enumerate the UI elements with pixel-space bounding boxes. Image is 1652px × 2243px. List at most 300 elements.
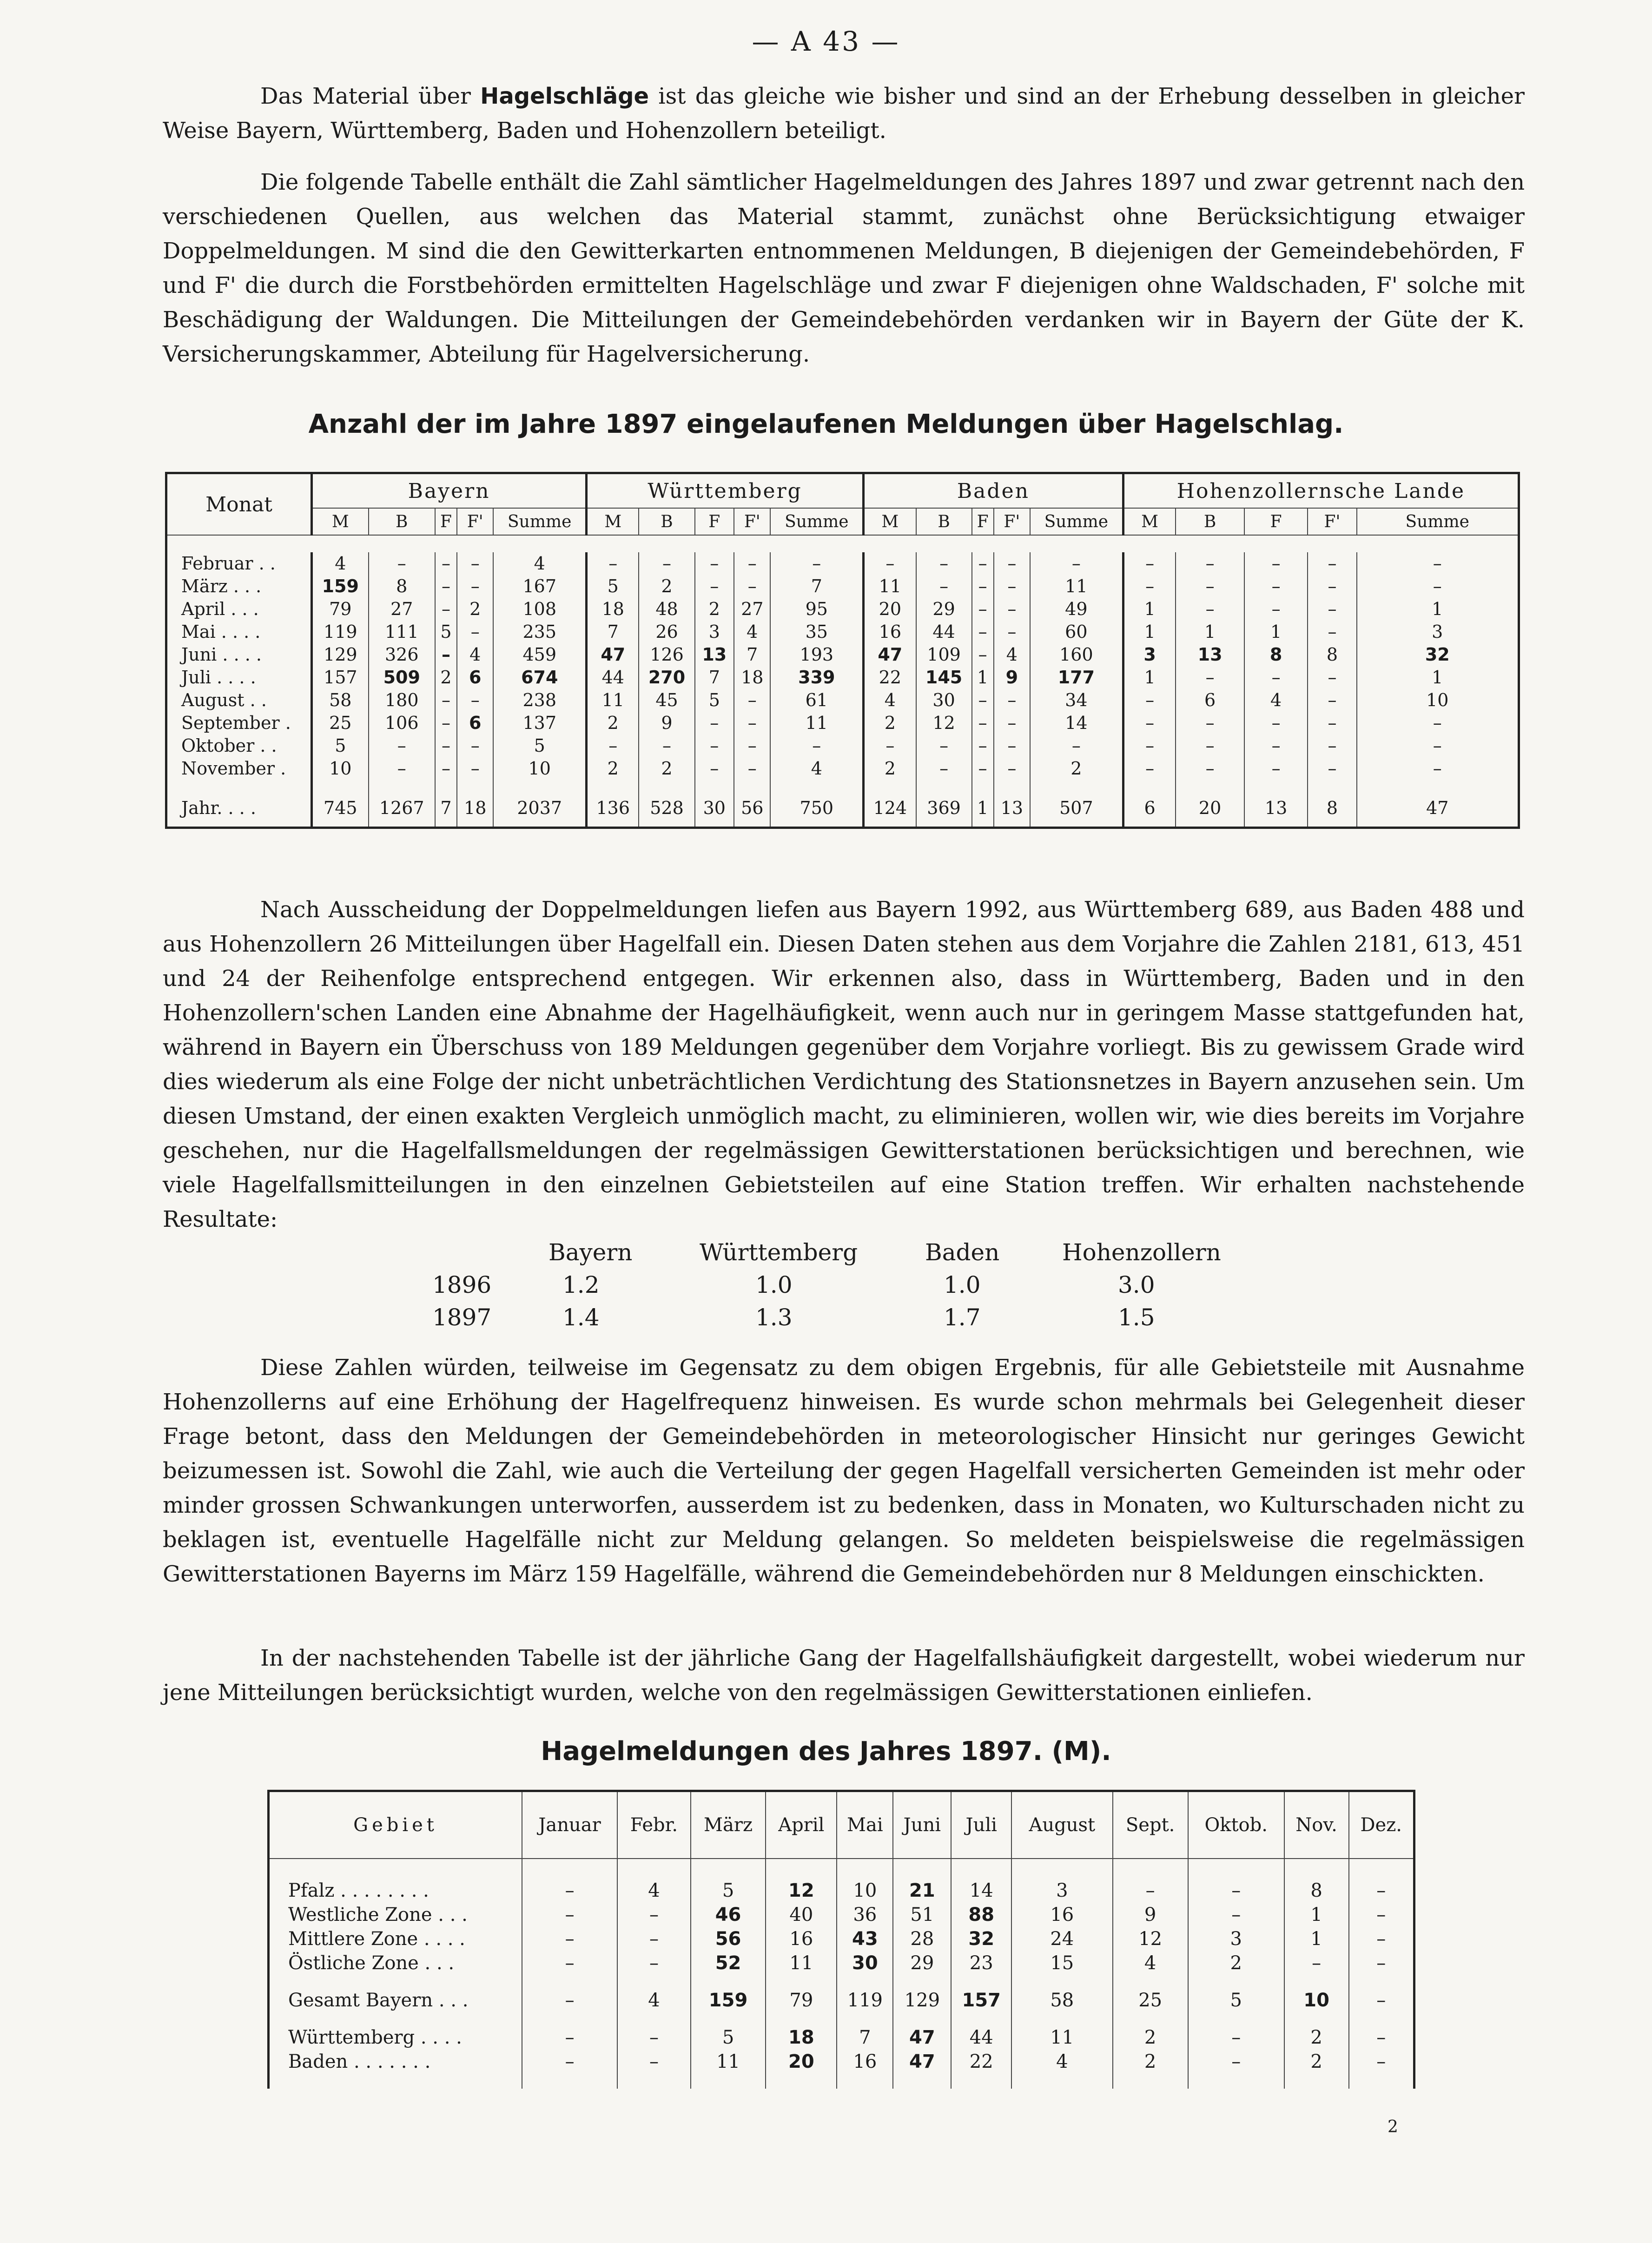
table-cell: 10 [837,1879,893,1903]
total-cell: 124 [864,780,916,828]
table-cell: – [1284,1951,1349,1975]
table-cell: – [457,575,493,598]
table-cell: 3 [1011,1879,1112,1903]
table-cell: 339 [770,666,863,689]
table-cell: 106 [369,712,435,734]
table-cell: – [994,757,1030,780]
paragraph-1-text-a: Das Material über [260,83,481,109]
spacer [269,1859,522,1879]
table-cell: – [1244,598,1308,621]
table-cell: 16 [864,621,916,643]
table-cell: 20 [766,2050,837,2074]
table-cell: 24 [1011,1927,1112,1951]
table-cell: 1 [1357,666,1519,689]
spacer [766,1975,837,1988]
spacer [1349,2074,1414,2089]
spacer [691,1859,766,1879]
spacer [1113,2074,1188,2089]
table-cell: 3 [695,621,734,643]
month-header: Januar [522,1791,617,1859]
table-cell: – [972,757,994,780]
table-cell: 5 [587,575,639,598]
month-label: April . . . [166,598,312,621]
table-cell: 32 [951,1927,1011,1951]
spacer [1349,1859,1414,1879]
table-cell: 5 [312,734,369,757]
table-cell: 109 [916,643,972,666]
table-cell: 180 [369,689,435,712]
table-cell: – [695,575,734,598]
table-cell: – [1308,575,1356,598]
table-cell: – [994,552,1030,575]
table-cell: – [1349,1951,1414,1975]
comparison-value: 1.5 [1118,1304,1155,1331]
table-cell: 25 [312,712,369,734]
table-cell: – [587,734,639,757]
paragraph-3: Nach Ausscheidung der Doppelmeldungen liefen aus Bayern 1992, aus Württemberg 689, aus Baden 488 und aus Hohenzollern 26 Mitteilungen über Hagelfall ein. Diesen Daten stehen aus dem Vorjahre die Zahlen 2181, 613, 451 und 24 der Reihenfolge entsprechend entgegen. Wir erkennen also, dass in Württemberg, Baden und in den Hohenzollern'schen Landen eine Abnahme der Hagelhäufigkeit, wenn auch nur in geringem Masse stattgefunden hat, während in Bayern ein Überschuss von 189 Meldungen gegenüber dem Vorjahre vorliegt. Bis zu gewissem Grade wird dies wiederum als eine Folge der nicht unbeträchtlichen Verdichtung des Stationsnetzes in Bayern anzusehen sein. Um diesen Umstand, der einen exakten Vergleich unmöglich macht, zu eliminieren, wollen wir, wie dies bereits im Vorjahre geschehen, nur die Hagelfallsmeldungen der regelmässigen Gewitterstationen berücksichtigen und berechnen, wie viele Hagelfallsmitteilungen in den einzelnen Gebietsteilen auf eine Station treffen. Wir erhalten nachstehende Resultate: [163,897,1525,1232]
total-cell: 20 [1176,780,1244,828]
table-cell: 22 [951,2050,1011,2074]
table-cell: 1 [1123,621,1176,643]
table-cell: 16 [1011,1903,1112,1927]
table-cell: – [1308,666,1356,689]
total-cell: 13 [994,780,1030,828]
spacer [1113,1975,1188,1988]
comparison-year: 1897 [432,1304,492,1331]
spacer [617,2074,691,2089]
page-header: — A 43 — [752,26,900,57]
table-cell: 7 [587,621,639,643]
table-cell: – [1188,2025,1284,2050]
table-cell: 27 [369,598,435,621]
table-cell: – [972,734,994,757]
table-cell: 674 [493,666,586,689]
table-cell: – [1188,1903,1284,1927]
table-cell: 2 [1030,757,1123,780]
spacer [951,1975,1011,1988]
total-cell: 2037 [493,780,586,828]
month-header: Juli [951,1791,1011,1859]
table-cell: – [522,1927,617,1951]
table-cell: 5 [695,689,734,712]
table-cell: 159 [312,575,369,598]
table-cell: 1 [1244,621,1308,643]
month-label: Juni . . . . [166,643,312,666]
table-cell: 15 [1011,1951,1112,1975]
table-cell: – [369,757,435,780]
table-cell: 137 [493,712,586,734]
comparison-region: Hohenzollern [1062,1239,1221,1266]
table-cell: 4 [770,757,863,780]
total-cell: 7 [435,780,457,828]
table-cell: 7 [734,643,770,666]
spacer [691,2074,766,2089]
total-cell: 369 [916,780,972,828]
table-cell: 2 [864,712,916,734]
table-cell: 10 [493,757,586,780]
table-cell: 238 [493,689,586,712]
table-cell: 1 [1176,621,1244,643]
table-row [166,757,1519,780]
table-cell: – [435,757,457,780]
monat-header: Monat [166,473,312,536]
table-row [269,1951,1414,1975]
table-cell: – [1113,1879,1188,1903]
spacer [837,2074,893,2089]
table-cell: – [522,1879,617,1903]
table-cell: – [435,575,457,598]
table-cell: 48 [639,598,694,621]
table-cell: 23 [951,1951,1011,1975]
spacer [1188,2012,1284,2025]
total-cell: 750 [770,780,863,828]
table-cell: – [1030,734,1123,757]
table-cell: 46 [691,1903,766,1927]
subcolumn-header: Summe [1030,508,1123,535]
spacer [1011,2074,1112,2089]
subcolumn-header: F [695,508,734,535]
table-cell: – [994,621,1030,643]
table-cell: – [1176,712,1244,734]
group-header: Baden [864,473,1123,509]
table-cell: – [734,689,770,712]
table-cell: 27 [734,598,770,621]
table-cell: – [617,1927,691,1951]
total-cell: 56 [734,780,770,828]
table-cell: 3 [1123,643,1176,666]
region-label: Westliche Zone . . . [269,1903,522,1927]
table-cell: – [1123,757,1176,780]
spacer [269,2074,522,2089]
subcolumn-header: F' [457,508,493,535]
spacer [1349,2012,1414,2025]
table-cell: 1 [1123,598,1176,621]
table-cell: 1 [1123,666,1176,689]
table-cell: 18 [766,2025,837,2050]
table-cell: – [994,575,1030,598]
table-cell: – [1123,712,1176,734]
comparison-value: 1.2 [562,1271,600,1298]
table-cell: 43 [837,1927,893,1951]
table-row [166,689,1519,712]
spacer [617,1975,691,1988]
spacer [893,1975,951,1988]
table-cell: – [1176,575,1244,598]
table-cell: 20 [864,598,916,621]
table-cell: – [994,598,1030,621]
table-cell: 45 [639,689,694,712]
table-cell: 2 [1284,2025,1349,2050]
table-cell: – [522,2050,617,2074]
spacer [1188,1859,1284,1879]
total-cell: 6 [1123,780,1176,828]
table-cell: – [1244,712,1308,734]
table-cell: 8 [1244,643,1308,666]
table-cell: 13 [695,643,734,666]
table-cell: 326 [369,643,435,666]
table-cell: – [1123,689,1176,712]
table-cell: – [1357,575,1519,598]
subcolumn-header: M [312,508,369,535]
table-cell: – [1308,757,1356,780]
table-cell: 11 [691,2050,766,2074]
table-cell: – [1188,1879,1284,1903]
table-cell: 11 [864,575,916,598]
table-cell: 167 [493,575,586,598]
month-header: Sept. [1113,1791,1188,1859]
table-row [269,1927,1414,1951]
table-cell: 129 [312,643,369,666]
table-cell: – [916,575,972,598]
table-row [166,734,1519,757]
total-label: Jahr. . . . [166,780,312,828]
table-row [269,2025,1414,2050]
table-cell: – [972,643,994,666]
table-cell: 2 [639,757,694,780]
spacer [617,2012,691,2025]
table-cell: 10 [1284,1988,1349,2012]
total-cell: 13 [1244,780,1308,828]
spacer [766,1859,837,1879]
table-cell: 1 [1357,598,1519,621]
table-cell: – [770,552,863,575]
paragraph-4: Diese Zahlen würden, teilweise im Gegensatz zu dem obigen Ergebnis, für alle Gebietsteile mit Ausnahme Hohenzollerns auf eine Erhöhung der Hagelfrequenz hinweisen. Es wurde schon mehrmals bei Gelegenheit dieser Frage betont, dass den Meldungen der Gemeindebehörden in meteorologischer Hinsicht nur geringes Gewicht beizumessen ist. Sowohl die Zahl, wie auch die Verteilung der gegen Hagelfall versicherten Gemeinden ist mehr oder minder grossen Schwankungen unterworfen, ausserdem ist zu bedenken, dass in Monaten, wo Kulturschaden nicht zu beklagen ist, eventuelle Hagelfälle nicht zur Meldung gelangen. So meldeten beispielsweise die regelmässigen Gewitterstationen Bayerns im März 159 Hagelfälle, während die Gemeindebehörden nur 8 Meldungen einschickten. [163,1355,1525,1587]
table-cell: 22 [864,666,916,689]
table-cell: – [734,734,770,757]
month-header: April [766,1791,837,1859]
table-cell: 4 [1244,689,1308,712]
comparison-value: 1.7 [944,1304,981,1331]
table-cell: 13 [1176,643,1244,666]
table-cell: 32 [1357,643,1519,666]
table-cell: 157 [312,666,369,689]
table-cell: 34 [1030,689,1123,712]
spacer [269,1975,522,1988]
subcolumn-header: M [587,508,639,535]
table-cell: 1 [1284,1903,1349,1927]
table-cell: 7 [695,666,734,689]
spacer [1011,2012,1112,2025]
spacer [1284,2074,1349,2089]
table-cell: 51 [893,1903,951,1927]
table-cell: – [1308,598,1356,621]
spacer [522,2074,617,2089]
table-cell: – [522,1903,617,1927]
table1-title: Anzahl der im Jahre 1897 eingelaufenen Meldungen über Hagelschlag. [308,409,1344,439]
group-header: Württemberg [587,473,864,509]
table-row [269,2050,1414,2074]
table-cell: – [770,734,863,757]
paragraph-2: Die folgende Tabelle enthält die Zahl sämtlicher Hagelmeldungen des Jahres 1897 und zwar getrennt nach den verschiedenen Quellen, aus welchen das Material stammt, zunächst ohne Berücksichtigung etwaiger Doppelmeldungen. M sind die den Gewitterkarten entnommenen Meldungen, B diejenigen der Gemeindebehörden, F und F' die durch die Forstbehörden ermittelten Hagelschläge und zwar F diejenigen ohne Waldschaden, F' solche mit Beschädigung der Waldungen. Die Mitteilungen der Gemeindebehörden verdanken wir in Bayern der Güte der K. Versicherungskammer, Abteilung für Hagelversicherung. [163,169,1525,367]
subcolumn-header: F' [1308,508,1356,535]
table-cell: – [864,552,916,575]
table-cell: – [457,734,493,757]
table-cell: 4 [734,621,770,643]
month-header: Nov. [1284,1791,1349,1859]
comparison-value: 1.0 [755,1271,793,1298]
table-cell: 4 [864,689,916,712]
spacer [951,1859,1011,1879]
table-cell: 2 [1284,2050,1349,2074]
comparison-value: 3.0 [1118,1271,1155,1298]
table-cell: 60 [1030,621,1123,643]
total-cell: 30 [695,780,734,828]
table-cell: – [435,734,457,757]
region-header: Gebiet [269,1791,522,1859]
table-cell: – [1244,666,1308,689]
table-cell: – [522,2025,617,2050]
month-label: Juli . . . . [166,666,312,689]
spacer [837,2012,893,2025]
region-label: Mittlere Zone . . . . [269,1927,522,1951]
table-cell: 4 [1113,1951,1188,1975]
table-cell: 47 [587,643,639,666]
table-cell: – [617,2050,691,2074]
total-cell: 8 [1308,780,1356,828]
region-label: Württemberg . . . . [269,2025,522,2050]
table-cell: 30 [837,1951,893,1975]
table-cell: 2 [639,575,694,598]
table-cell: 21 [893,1879,951,1903]
table-cell: 79 [312,598,369,621]
table-cell: – [639,734,694,757]
table-row [269,1879,1414,1903]
table-cell: – [435,598,457,621]
month-header: August [1011,1791,1112,1859]
spacer [166,535,1519,552]
table-cell: – [864,734,916,757]
subcolumn-header: B [369,508,435,535]
table-cell: 4 [1011,2050,1112,2074]
table-cell: 12 [916,712,972,734]
table-cell: 44 [951,2025,1011,2050]
table-cell: – [617,1903,691,1927]
table-cell: 11 [1011,2025,1112,2050]
subcolumn-header: F [435,508,457,535]
month-header: Juni [893,1791,951,1859]
table-cell: 4 [493,552,586,575]
table-cell: 108 [493,598,586,621]
comparison-region: Bayern [548,1239,633,1266]
table-cell: – [916,734,972,757]
table-cell: 1 [1284,1927,1349,1951]
table-cell: 16 [766,1927,837,1951]
paragraph-1-text-b: ist das gleiche wie bisher und sind an der Erhebung desselben in gleicher Weise Bayern, Württemberg, Baden und Hohenzollern beteiligt. [163,83,1525,144]
subcolumn-header: Summe [1357,508,1519,535]
table-cell: 3 [1188,1927,1284,1951]
table-cell: 18 [734,666,770,689]
spacer [617,1859,691,1879]
table-cell: 35 [770,621,863,643]
table-cell: 58 [312,689,369,712]
table-cell: 61 [770,689,863,712]
table-cell: 5 [691,2025,766,2050]
table-cell: – [994,689,1030,712]
table-cell: 4 [312,552,369,575]
month-label: September . [166,712,312,734]
table-cell: – [1176,552,1244,575]
total-cell: 1267 [369,780,435,828]
table-cell: – [435,552,457,575]
table-cell: 160 [1030,643,1123,666]
table-cell: – [972,598,994,621]
table-cell: 1 [972,666,994,689]
table-cell: 36 [837,1903,893,1927]
comparison-region: Baden [925,1239,1000,1266]
table-cell: – [457,689,493,712]
spacer [1113,1859,1188,1879]
table-cell: – [1308,712,1356,734]
table-row [166,552,1519,575]
table-cell: – [734,757,770,780]
group-header: Bayern [312,473,587,509]
table-cell: 2 [1188,1951,1284,1975]
spacer [951,2012,1011,2025]
table-cell: 9 [1113,1903,1188,1927]
table-cell: 79 [766,1988,837,2012]
table-cell: – [1308,621,1356,643]
region-label: Baden . . . . . . . [269,2050,522,2074]
month-label: März . . . [166,575,312,598]
table-cell: – [1349,1879,1414,1903]
spacer [951,2074,1011,2089]
table-cell: 10 [312,757,369,780]
table-row [166,712,1519,734]
table-cell: – [1244,734,1308,757]
table-cell: – [1176,666,1244,689]
table-cell: 8 [1284,1879,1349,1903]
subcolumn-header: B [916,508,972,535]
table-cell: – [522,1988,617,2012]
paragraph-5: In der nachstehenden Tabelle ist der jährliche Gang der Hagelfallshäufigkeit dargestellt, wobei wiederum nur jene Mitteilungen berücksichtigt wurden, welche von den regelmässigen Gewitterstationen einliefen. [163,1645,1525,1706]
table-row [166,598,1519,621]
table-cell: 95 [770,598,863,621]
table-cell: 119 [837,1988,893,2012]
table-cell: – [1176,757,1244,780]
table-cell: 88 [951,1903,1011,1927]
table-cell: 2 [457,598,493,621]
subcolumn-header: M [864,508,916,535]
table-cell: – [369,552,435,575]
region-label: Gesamt Bayern . . . [269,1988,522,2012]
spacer [766,2074,837,2089]
subcolumn-header: Summe [493,508,586,535]
table-cell: – [1244,757,1308,780]
table-cell: – [1357,757,1519,780]
spacer [1349,1975,1414,1988]
total-cell: 1 [972,780,994,828]
subcolumn-header: F' [734,508,770,535]
spacer [766,2012,837,2025]
table-cell: – [994,712,1030,734]
table-cell: – [972,575,994,598]
table-cell: 2 [1113,2025,1188,2050]
table-row [269,1988,1414,2012]
table-cell: – [695,712,734,734]
table-cell: 8 [369,575,435,598]
table-cell: – [916,757,972,780]
table-cell: 4 [457,643,493,666]
table-cell: 47 [893,2025,951,2050]
subcolumn-header: B [639,508,694,535]
table-cell: 10 [1357,689,1519,712]
group-header: Hohenzollernsche Lande [1123,473,1519,509]
comparison-year: 1896 [432,1271,492,1298]
table-cell: 9 [639,712,694,734]
table-cell: 177 [1030,666,1123,689]
table-cell: – [1176,598,1244,621]
spacer [1011,1975,1112,1988]
